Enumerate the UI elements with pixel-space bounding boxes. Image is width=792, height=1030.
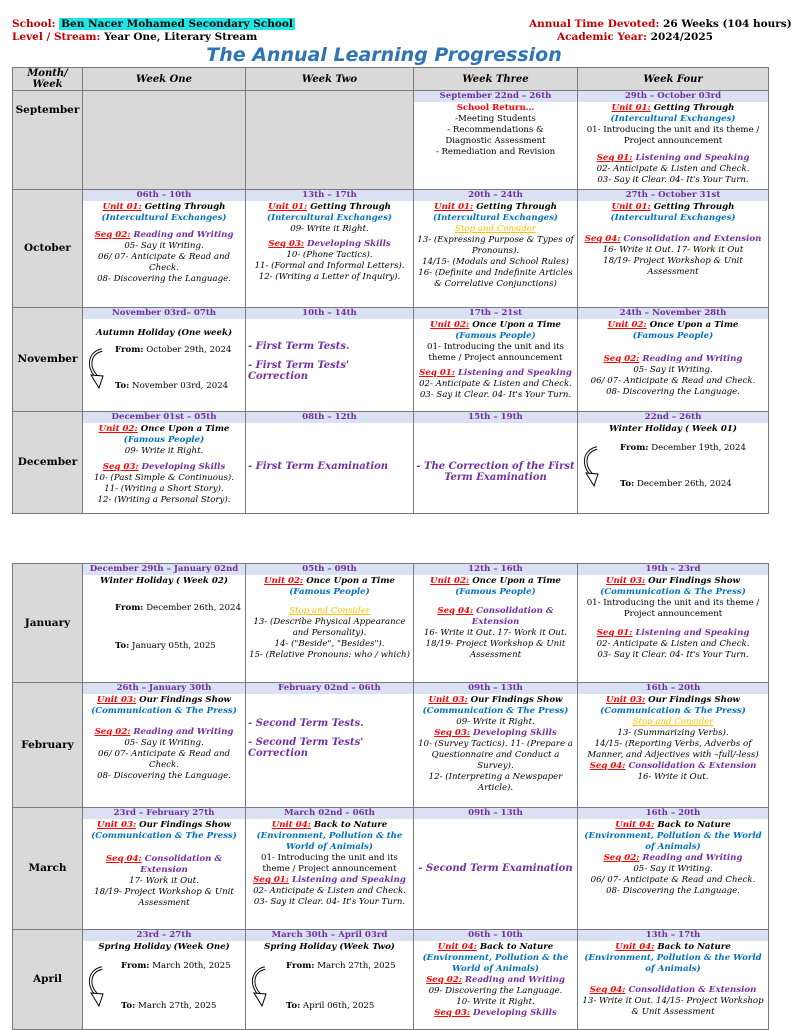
sequence-title: Consolidation & Extension [471,606,554,627]
cell-line: 02- Anticipate & Listen and Check. [253,886,406,896]
unit-number: Unit 01: [102,202,142,212]
unit-theme: (Intercultural Exchanges) [101,213,227,223]
cell-line: 09- Write it Right. [290,224,369,234]
cell-line: 17- Work it Out. [129,876,199,886]
week-dates: 13th – 17th [578,930,768,941]
unit-title: Once Upon a Time [469,320,561,330]
week-cell [83,412,246,514]
week-cell [83,683,246,808]
unit-theme: (Famous People) [289,587,370,597]
unit-number: Unit 01: [268,202,308,212]
holiday-from: From: December 26th, 2024 [115,603,241,613]
unit-theme: (Environment, Pollution & the World of Animals) [256,831,403,852]
unit-number: Unit 02: [430,576,470,586]
cell-line: 03- Say it Clear. 04- It's Your Turn. [253,897,406,907]
unit-theme: (Communication & The Press) [91,831,237,841]
sequence-title: Consolidation & Extension [140,854,223,875]
month-label: October [13,190,83,308]
unit-title: Once Upon a Time [646,320,739,330]
week-cell [414,564,578,683]
holiday-to: To: November 03rd, 2024 [115,381,229,391]
sequence-number: Seq 03: [102,462,139,472]
unit-number: Unit 02: [264,576,304,586]
cell-line: 16- Write it Out. [637,772,709,782]
cell-line: 13- (Expressing Purpose & Types of Pronouns). [417,235,574,256]
cell-line: 08- Discovering the Language. [97,771,231,781]
sequence-title: Reading and Writing [639,354,743,364]
cell-line: Diagnostic Assessment [445,136,546,146]
sequence-title: Reading and Writing [461,975,565,985]
week-dates: 26th – January 30th [83,683,245,694]
holiday-title: Spring Holiday (Week One) [98,942,230,952]
exam-note: - The Correction of the First Term Examination [416,461,575,483]
sequence-title: Consolidation and Extension [620,234,762,244]
week-dates: 20th – 24th [414,190,577,201]
sequence-title: Listening and Speaking [454,368,572,378]
week-dates: 06th – 10th [414,930,577,941]
sequence-title: Developing Skills [138,462,226,472]
sequence-number: Seq 01: [419,368,455,378]
year-value: 2024/2025 [650,31,713,43]
week-dates: 06th – 10th [83,190,245,201]
holiday-to: To: December 26th, 2024 [620,479,732,489]
unit-title: Our Findings Show [645,576,740,586]
page-title: The Annual Learning Progression [206,44,562,66]
table-header-row [13,68,769,91]
cell-line: - Remediation and Revision [435,147,556,157]
unit-theme: (Environment, Pollution & the World of Animals) [422,953,569,974]
cell-line: 14- ("Beside", "Besides"). [274,639,385,649]
week-cell [414,412,578,514]
table-row-march [13,808,769,930]
sequence-number: Seq 02: [94,230,131,240]
cell-line: 15- (Relative Pronouns: who / which) [249,650,410,660]
month-label: April [13,930,83,1030]
cell-line: 18/19- Project Workshop & Unit Assessment [603,256,743,277]
week-dates: September 22nd – 26th [414,91,577,102]
exam-note: - First Term Tests. [248,341,350,352]
cell-line: 08- Discovering the Language. [606,886,740,896]
unit-title: Back to Nature [476,942,554,952]
year-label: Academic Year: [557,31,647,43]
unit-number: Unit 03: [428,695,468,705]
week-cell [246,190,414,308]
cell-line: 06/ 07- Anticipate & Read and Check. [590,376,756,386]
unit-number: Unit 01: [611,103,651,113]
unit-theme: (Communication & The Press) [422,706,569,716]
exam-note: - Second Term Tests. [248,718,364,729]
unit-title: Getting Through [473,202,557,212]
sequence-number: Seq 04: [584,234,621,244]
curved-arrow-icon [87,965,109,1009]
holiday-range [85,339,243,409]
week-cell [414,930,578,1030]
holiday-to: To: January 05th, 2025 [115,641,216,651]
sequence-number: Seq 03: [434,728,471,738]
unit-number: Unit 03: [606,576,646,586]
unit-theme: (Famous People) [455,587,536,597]
week-cell [578,190,769,308]
week-cell [578,683,769,808]
sequence-number: Seq 04: [589,985,626,995]
month-label: September [13,91,83,190]
week-dates: 13th – 17th [246,190,413,201]
holiday-to: To: March 27th, 2025 [121,1001,217,1011]
unit-theme: (Famous People) [455,331,536,341]
week-dates: 27th – October 31st [578,190,768,201]
year-line [557,31,713,43]
unit-title: Once Upon a Time [469,576,561,586]
sequence-title: Listening and Speaking [632,628,750,638]
cell-line: 13- (Describe Physical Appearance and Personality). [253,617,406,638]
cell-line: 13- (Summarizing Verbs). [617,728,729,738]
holiday-range [85,587,243,657]
unit-theme: (Environment, Pollution & the World of Animals) [584,831,762,852]
week-dates: 23rd – 27th [83,930,245,941]
sequence-number: Seq 02: [603,853,640,863]
sequence-number: Seq 02: [426,975,462,985]
cell-line: 01- Introducing the unit and its theme / Project announcement [427,342,564,363]
month-label: November [13,308,83,412]
holiday-cell [246,930,414,1030]
week-dates: March 02nd – 06th [246,808,413,819]
cell-line: 05- Say it Writing. [124,738,204,748]
holiday-range [85,953,243,1023]
cell-line: 05- Say it Writing. [124,241,204,251]
holiday-from: From: December 19th, 2024 [620,443,746,453]
curved-arrow-icon [582,445,604,489]
table-row-april [13,930,769,1030]
sequence-title: Consolidation & Extension [625,761,757,771]
holiday-title: Winter Holiday ( Week 01) [609,424,737,434]
unit-theme: (Communication & The Press) [600,587,746,597]
holiday-from: From: October 29th, 2024 [115,345,232,355]
week-cell [578,308,769,412]
sequence-title: Listening and Speaking [632,153,750,163]
week-cell [246,308,414,412]
cell-line: 03- Say it Clear. 04- It's Your Turn. [597,650,749,660]
week-cell [414,308,578,412]
sequence-title: Reading and Writing [639,853,743,863]
week-dates: 16th – 20th [578,683,768,694]
cell-line: 16- Write it Out. 17- Work it Out [602,245,744,255]
unit-theme: (Communication & The Press) [600,706,746,716]
cell-line: -Meeting Students [455,114,536,124]
cell-line: 06/ 07- Anticipate & Read and Check. [98,252,230,273]
exam-note: - First Term Tests' Correction [248,360,350,382]
unit-number: Unit 03: [606,695,646,705]
stop-and-consider: Stop and Consider [632,717,714,727]
sequence-title: Reading and Writing [130,230,234,240]
cell-line: 16- Write it Out. 17- Work it Out. [423,628,568,638]
cell-line: 13- Write it Out. 14/15- Project Workshop & Unit Assessment [582,996,764,1017]
cell-line: 18/19- Project Workshop & Unit Assessment [425,639,566,660]
week-cell [414,808,578,930]
week-cell [414,91,578,190]
school-label: School: [12,18,56,30]
holiday-from: From: March 27th, 2025 [286,961,396,971]
cell-line: 01- Introducing the unit and its theme / Project announcement [586,598,760,619]
sequence-number: Seq 01: [596,153,633,163]
unit-title: Getting Through [141,202,226,212]
cell-line: 03- Say it Clear. 04- It's Your Turn. [597,175,749,185]
sequence-title: Reading and Writing [130,727,234,737]
unit-number: Unit 04: [615,942,655,952]
unit-theme: (Intercultural Exchanges) [610,213,736,223]
unit-number: Unit 01: [611,202,651,212]
cell-line: - Recommendations & [447,125,544,135]
unit-theme: (Famous People) [632,331,714,341]
col-header-week-two: Week Two [246,68,414,91]
exam-note: - Second Term Tests' Correction [248,737,364,759]
empty-cell [246,91,414,190]
cell-line: 10- (Phone Tactics). [286,250,373,260]
month-label: February [13,683,83,808]
holiday-range [580,435,766,505]
exam-note: - First Term Examination [248,461,389,472]
sequence-title: Developing Skills [470,728,557,738]
holiday-from: From: March 20th, 2025 [121,961,231,971]
sequence-title: Developing Skills [470,1008,557,1018]
unit-number: Unit 03: [97,695,137,705]
week-dates: 29th – October 03rd [578,91,768,102]
unit-number: Unit 04: [271,820,311,830]
week-dates: November 03rd– 07th [83,308,245,319]
holiday-title: Spring Holiday (Week Two) [264,942,395,952]
unit-title: Our Findings Show [136,695,231,705]
unit-theme: (Famous People) [123,435,205,445]
cell-line: 06/ 07- Anticipate & Read and Check. [590,875,756,885]
week-cell [246,808,414,930]
stop-and-consider: Stop and Consider [455,224,536,234]
school-return: School Return… [456,103,535,113]
unit-title: Back to Nature [310,820,388,830]
unit-number: Unit 02: [607,320,647,330]
week-cell [578,930,769,1030]
cell-line: 10- (Past Simple & Continuous). [93,473,235,483]
sequence-title: Consolidation & Extension [625,985,757,995]
week-dates: 17th – 21st [414,308,577,319]
cell-line: 05- Say it Writing. [633,864,713,874]
week-cell [414,683,578,808]
cell-line: 10- (Survey Tactics). 11- (Prepare a Questionnaire and Conduct a Survey). [418,739,573,771]
sequence-number: Seq 04: [105,854,142,864]
week-cell [83,190,246,308]
week-dates: 05th – 09th [246,564,413,575]
table-row-october [13,190,769,308]
cell-line: 14/15- (Reporting Verbs, Adverbs of Manner, and Adjectives with –full/-less) [587,739,759,760]
exam-note: - Second Term Examination [418,863,573,874]
holiday-range [248,953,411,1023]
cell-line: 11- (Formal and Informal Letters). [254,261,405,271]
table-row-december [13,412,769,514]
school-line [12,18,295,30]
cell-line: 09- Write it Right. [456,717,535,727]
cell-line: 05- Say it Writing. [633,365,713,375]
month-label: March [13,808,83,930]
month-label: December [13,412,83,514]
holiday-title: Autumn Holiday (One week) [95,328,233,338]
week-cell [414,190,578,308]
sequence-number: Seq 02: [94,727,131,737]
week-dates: 24th – November 28th [578,308,768,319]
unit-number: Unit 04: [615,820,655,830]
week-dates: 19th – 23rd [578,564,768,575]
sequence-number: Seq 03: [434,1008,471,1018]
unit-title: Our Findings Show [467,695,563,705]
cell-line: 02- Anticipate & Listen and Check. [419,379,572,389]
curved-arrow-icon [87,347,109,391]
cell-line: 02- Anticipate & Listen and Check. [596,164,750,174]
week-dates: 09th – 13th [414,683,577,694]
cell-line: 02- Anticipate & Listen and Check. [596,639,750,649]
unit-title: Getting Through [307,202,391,212]
unit-number: Unit 02: [98,424,138,434]
unit-number: Unit 04: [437,942,477,952]
sequence-number: Seq 01: [253,875,289,885]
time-line [529,18,792,30]
unit-number: Unit 02: [430,320,470,330]
unit-title: Once Upon a Time [137,424,230,434]
cell-line: 12- (Writing a Personal Story). [97,495,231,505]
cell-line: 10- Write it Right. [456,997,535,1007]
col-header-month: Month/ Week [13,68,83,91]
table-row-september [13,91,769,190]
sequence-number: Seq 03: [268,239,305,249]
unit-title: Getting Through [650,103,735,113]
time-value: 26 Weeks (104 hours) [663,18,792,30]
week-cell [578,91,769,190]
sequence-title: Listening and Speaking [288,875,406,885]
table-row-january [13,564,769,683]
cell-line: 12- (Interpreting a Newspaper Article). [428,772,563,793]
time-label: Annual Time Devoted: [529,18,660,30]
week-cell [578,808,769,930]
progression-table-term-two [12,563,769,1030]
sequence-title: Developing Skills [304,239,391,249]
week-dates: March 30th – April 03rd [246,930,413,941]
cell-line: 18/19- Project Workshop & Unit Assessment [94,887,234,908]
unit-title: Getting Through [650,202,735,212]
cell-line: 12- (Writing a Letter of Inquiry). [258,272,401,282]
month-label: January [13,564,83,683]
unit-theme: (Intercultural Exchanges) [267,213,392,223]
cell-line: 14/15- (Modals and School Rules) [422,257,569,267]
unit-title: Back to Nature [654,942,731,952]
holiday-to: To: April 06th, 2025 [286,1001,375,1011]
unit-title: Our Findings Show [645,695,740,705]
cell-line: 06/ 07- Anticipate & Read and Check. [98,749,230,770]
week-dates: 08th – 12th [246,412,413,423]
sequence-number: Seq 04: [437,606,474,616]
week-cell [578,564,769,683]
holiday-title: Winter Holiday ( Week 02) [100,576,228,586]
table-row-february [13,683,769,808]
cell-line: 11- (Writing a Short Story). [104,484,224,494]
unit-theme: (Intercultural Exchanges) [433,213,558,223]
week-dates: 10th – 14th [246,308,413,319]
week-dates: 15th – 19th [414,412,577,423]
cell-line: 08- Discovering the Language. [97,274,231,284]
cell-line: 09- Write it Right. [124,446,204,456]
unit-theme: (Intercultural Exchanges) [610,114,736,124]
school-name: Ben Nacer Mohamed Secondary School [61,18,293,30]
curved-arrow-icon [250,965,272,1009]
table-row-november [13,308,769,412]
cell-line: 16- (Definite and Indefinite Articles & Correlative Conjunctions) [418,268,573,289]
empty-cell [83,91,246,190]
holiday-cell [578,412,769,514]
col-header-week-three: Week Three [414,68,578,91]
stop-and-consider: Stop and Consider [289,606,370,616]
cell-line: 09- Discovering the Language. [428,986,563,996]
unit-number: Unit 01: [434,202,474,212]
col-header-week-four: Week Four [578,68,769,91]
week-cell [83,808,246,930]
week-dates: 12th – 16th [414,564,577,575]
level-line [12,31,257,43]
sequence-number: Seq 02: [603,354,640,364]
progression-table-term-one [12,67,769,514]
level-value: Year One, Literary Stream [104,31,258,43]
level-label: Level / Stream: [12,31,101,43]
col-header-week-one: Week One [83,68,246,91]
cell-line: 01- Introducing the unit and its theme / Project announcement [261,853,398,874]
week-cell [246,683,414,808]
holiday-cell [83,564,246,683]
week-dates: 22nd – 26th [578,412,768,423]
week-dates: 23rd – February 27th [83,808,245,819]
sequence-number: Seq 01: [596,628,633,638]
week-dates: 09th – 13th [414,808,577,819]
week-cell [246,412,414,514]
week-dates: December 01st – 05th [83,412,245,423]
holiday-cell [83,930,246,1030]
unit-theme: (Environment, Pollution & the World of Animals) [584,953,762,974]
unit-title: Once Upon a Time [303,576,395,586]
unit-title: Back to Nature [654,820,731,830]
unit-title: Our Findings Show [136,820,231,830]
unit-number: Unit 03: [97,820,137,830]
sequence-number: Seq 04: [589,761,626,771]
unit-theme: (Communication & The Press) [91,706,237,716]
holiday-cell [83,308,246,412]
week-dates: February 02nd – 06th [246,683,413,694]
document-header [0,0,792,68]
cell-line: 08- Discovering the Language. [606,387,740,397]
week-dates: 16th – 20th [578,808,768,819]
cell-line: 01- Introducing the unit and its theme / Project announcement [586,125,760,146]
cell-line: 03- Say it Clear. 04- It's Your Turn. [419,390,572,400]
week-cell [246,564,414,683]
week-dates: December 29th – January 02nd [83,564,245,575]
